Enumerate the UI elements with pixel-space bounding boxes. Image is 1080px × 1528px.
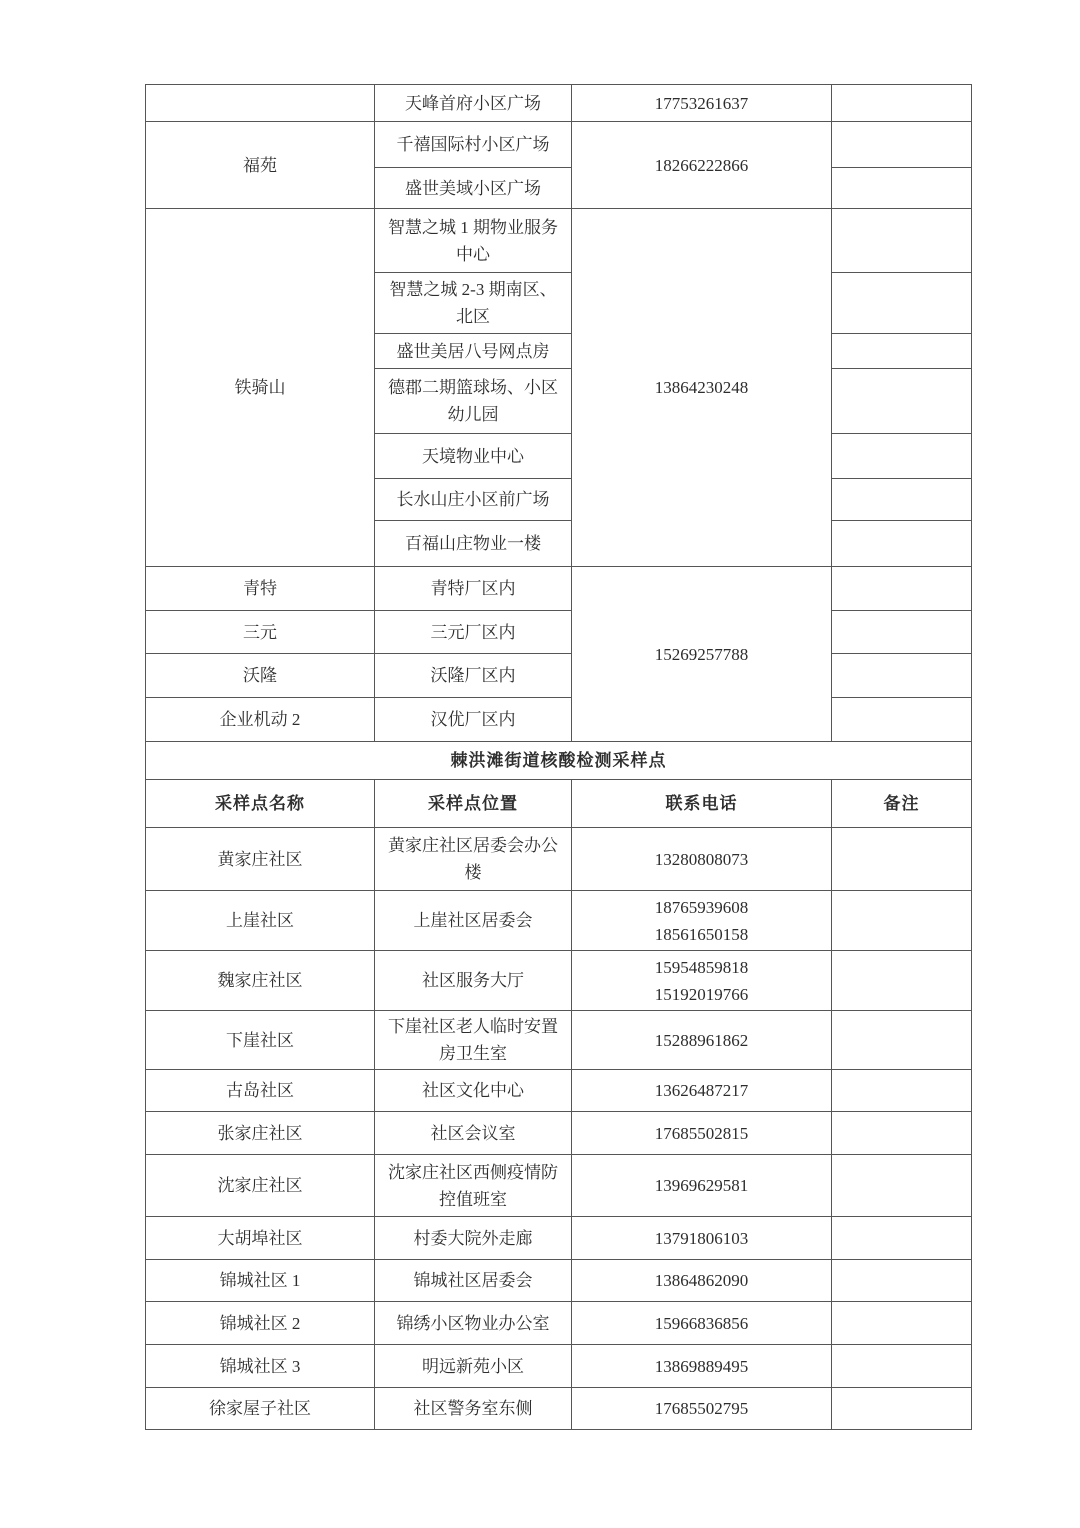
site-name-cell: 锦城社区 3 [146,1345,375,1388]
phone-line: 13791806103 [654,1228,749,1248]
site-name-cell: 上崖社区 [146,891,375,951]
remark-cell [832,273,972,334]
remark-cell [832,951,972,1011]
phone-line: 13626487217 [654,1081,749,1100]
phone-cell: 18266222866 [572,122,832,209]
site-location-cell: 下崖社区老人临时安置房卫生室 [375,1011,572,1070]
site-location-cell: 汉优厂区内 [375,698,572,742]
site-name-cell: 青特 [146,567,375,611]
table-row [146,611,972,654]
table-row [146,1388,972,1430]
site-name-cell: 锦城社区 1 [146,1260,375,1302]
site-location-cell: 长水山庄小区前广场 [375,479,572,521]
table-row [146,567,972,611]
phone-cell [572,1155,832,1217]
site-name-cell: 黄家庄社区 [146,828,375,891]
remark-cell [832,567,972,611]
remark-cell [832,828,972,891]
site-location-cell: 社区服务大厅 [375,951,572,1011]
remark-cell [832,122,972,168]
site-name-cell: 大胡埠社区 [146,1217,375,1260]
site-location-cell: 德郡二期篮球场、小区幼儿园 [375,369,572,434]
column-header-location: 采样点位置 [375,780,572,828]
site-location-cell: 社区文化中心 [375,1070,572,1112]
site-location-cell: 社区会议室 [375,1112,572,1155]
phone-line: 17685502815 [654,1123,749,1143]
table-row [146,698,972,742]
phone-cell [572,1011,832,1070]
table-row [146,780,972,828]
site-location-cell: 智慧之城 2-3 期南区、北区 [375,273,572,334]
phone-cell: 13864230248 [572,209,832,567]
phone-cell [572,1388,832,1430]
remark-cell [832,1011,972,1070]
table-row [146,1112,972,1155]
remark-cell [832,1070,972,1112]
remark-cell [832,1345,972,1388]
site-name-cell: 下崖社区 [146,1011,375,1070]
table-row [146,891,972,951]
phone-cell: 17753261637 [572,85,832,122]
phone-line: 15288961862 [654,1030,749,1050]
remark-cell [832,891,972,951]
remark-cell [832,1155,972,1217]
site-location-cell: 青特厂区内 [375,567,572,611]
column-header-phone: 联系电话 [572,780,832,828]
site-name-cell: 沈家庄社区 [146,1155,375,1217]
table-row [146,654,972,698]
phone-line: 15966836856 [654,1313,749,1333]
table-row [146,1345,972,1388]
site-location-cell: 社区警务室东侧 [375,1388,572,1430]
table-row [146,951,972,1011]
table-row [146,122,972,168]
site-location-cell: 沈家庄社区西侧疫情防控值班室 [375,1155,572,1217]
site-location-cell: 明远新苑小区 [375,1345,572,1388]
site-location-cell: 三元厂区内 [375,611,572,654]
remark-cell [832,85,972,122]
remark-cell [832,654,972,698]
remark-cell [832,1388,972,1430]
remark-cell [832,334,972,369]
phone-cell [572,1070,832,1112]
table-row [146,1260,972,1302]
phone-line: 15954859818 [654,957,749,977]
phone-line: 18561650158 [654,924,749,944]
table-row [146,85,972,122]
site-name-cell: 魏家庄社区 [146,951,375,1011]
site-location-cell: 智慧之城 1 期物业服务中心 [375,209,572,273]
phone-cell [572,1260,832,1302]
table-row [146,209,972,273]
site-name-cell: 三元 [146,611,375,654]
phone-line: 13969629581 [654,1176,749,1195]
table-row [146,828,972,891]
site-location-cell: 沃隆厂区内 [375,654,572,698]
site-location-cell: 黄家庄社区居委会办公楼 [375,828,572,891]
column-header-remark: 备注 [832,780,972,828]
table-row [146,742,972,780]
site-location-cell: 锦城社区居委会 [375,1260,572,1302]
site-name-cell: 锦城社区 2 [146,1302,375,1345]
phone-cell [572,1302,832,1345]
site-name-cell: 徐家屋子社区 [146,1388,375,1430]
site-location-cell: 盛世美居八号网点房 [375,334,572,369]
table-body [146,85,972,1430]
column-header-name: 采样点名称 [146,780,375,828]
remark-cell [832,434,972,479]
site-location-cell: 天境物业中心 [375,434,572,479]
site-location-cell: 千禧国际村小区广场 [375,122,572,168]
phone-cell [572,1112,832,1155]
phone-cell [572,828,832,891]
site-name-cell [146,85,375,122]
table-row [146,1011,972,1070]
site-name-cell: 古岛社区 [146,1070,375,1112]
table-row [146,1070,972,1112]
site-name-cell: 企业机动 2 [146,698,375,742]
table-row [146,1155,972,1217]
phone-cell [572,891,832,951]
site-location-cell: 锦绣小区物业办公室 [375,1302,572,1345]
phone-line: 17685502795 [654,1399,749,1418]
remark-cell [832,479,972,521]
phone-line: 13869889495 [654,1356,749,1376]
remark-cell [832,1112,972,1155]
phone-cell [572,1217,832,1260]
site-location-cell: 百福山庄物业一楼 [375,521,572,567]
remark-cell [832,168,972,209]
site-location-cell: 盛世美域小区广场 [375,168,572,209]
phone-cell [572,1345,832,1388]
remark-cell [832,521,972,567]
site-name-cell: 沃隆 [146,654,375,698]
remark-cell [832,209,972,273]
phone-cell [572,951,832,1011]
site-name-cell: 福苑 [146,122,375,209]
phone-line: 13280808073 [654,849,749,869]
section-title: 棘洪滩街道核酸检测采样点 [146,742,972,780]
site-name-cell: 铁骑山 [146,209,375,567]
table-row [146,1217,972,1260]
site-name-cell: 张家庄社区 [146,1112,375,1155]
sampling-points-table [145,84,972,1430]
site-location-cell: 上崖社区居委会 [375,891,572,951]
remark-cell [832,1302,972,1345]
phone-line: 13864862090 [654,1271,749,1290]
remark-cell [832,1260,972,1302]
phone-cell: 15269257788 [572,567,832,742]
phone-line: 18765939608 [654,897,749,917]
table-row [146,1302,972,1345]
remark-cell [832,611,972,654]
phone-line: 15192019766 [654,984,749,1004]
site-location-cell: 天峰首府小区广场 [375,85,572,122]
remark-cell [832,1217,972,1260]
remark-cell [832,698,972,742]
site-location-cell: 村委大院外走廊 [375,1217,572,1260]
remark-cell [832,369,972,434]
